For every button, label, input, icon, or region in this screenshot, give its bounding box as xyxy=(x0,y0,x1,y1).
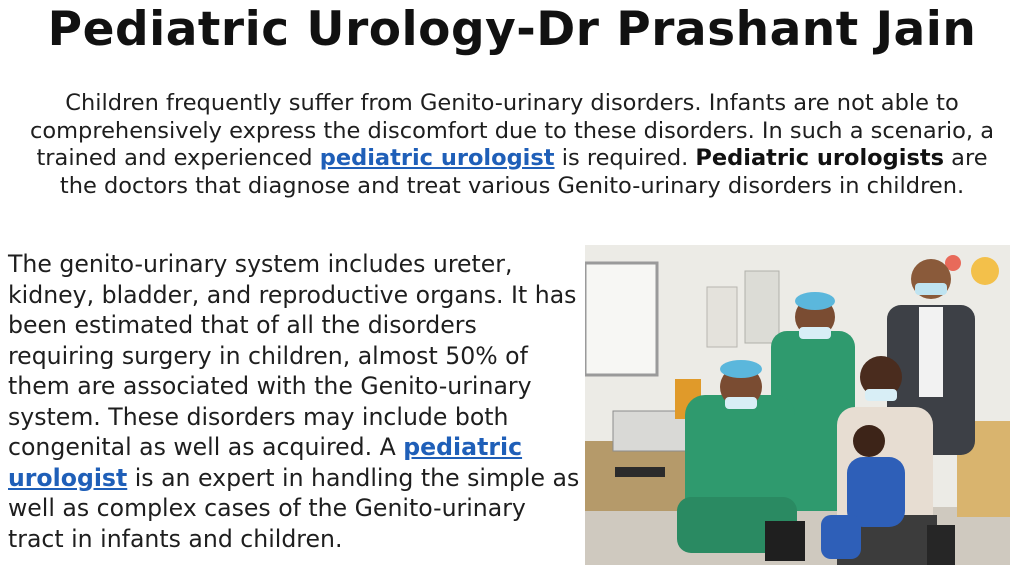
photo-doctor-seated-mask xyxy=(725,397,757,409)
body-text: The genito-urinary system includes ureter, kidney, bladder, and reproductive organs. It has been estimated that of all the disorders requiring surgery in children, almost 50% of them are associated with the Genito-urinary system. These disorders may include both congenital as well as acquired. A xyxy=(8,250,577,461)
photo-wall-panel xyxy=(707,287,737,347)
photo-doctor-standing-mask xyxy=(799,327,831,339)
photo-person-suit-mask xyxy=(915,283,947,295)
doctors-team-photo xyxy=(585,245,1010,565)
photo-mother-mask xyxy=(865,389,897,401)
pediatric-urologist-link[interactable]: pediatric urologist xyxy=(319,145,555,171)
photo-chair xyxy=(765,521,805,561)
page-title: Pediatric Urology-Dr Prashant Jain xyxy=(47,2,977,57)
body-paragraph xyxy=(8,249,584,554)
pediatric-urologist-link[interactable]: pediatric urologist xyxy=(8,433,523,492)
intro-bold-term: Pediatric urologists xyxy=(695,145,944,171)
body-text: is an expert in handling the simple as well as complex cases of the Genito-urinary tract in infants and children. xyxy=(8,463,580,553)
photo-person-suit-shirt xyxy=(919,307,943,397)
intro-paragraph xyxy=(22,90,1002,200)
photo-doctor-seated-cap xyxy=(720,360,762,378)
intro-text: is required. xyxy=(554,145,696,171)
photo-baby-head xyxy=(853,425,885,457)
photo-whiteboard xyxy=(585,263,657,375)
intro-text: are the doctors that diagnose and treat various Genito-urinary disorders in children. xyxy=(59,145,988,199)
photo-baby-legs xyxy=(821,515,861,559)
photo-keyboard xyxy=(615,467,665,477)
photo-wall-panel xyxy=(745,271,779,343)
photo-doctor-standing-cap xyxy=(795,292,835,310)
photo-decoration xyxy=(971,257,999,285)
intro-text: Children frequently suffer from Genito-urinary disorders. Infants are not able to comprehensively express the discomfort due to these disorders. In such a scenario, a trained and experienced xyxy=(30,90,994,171)
photo-chair xyxy=(927,525,955,565)
